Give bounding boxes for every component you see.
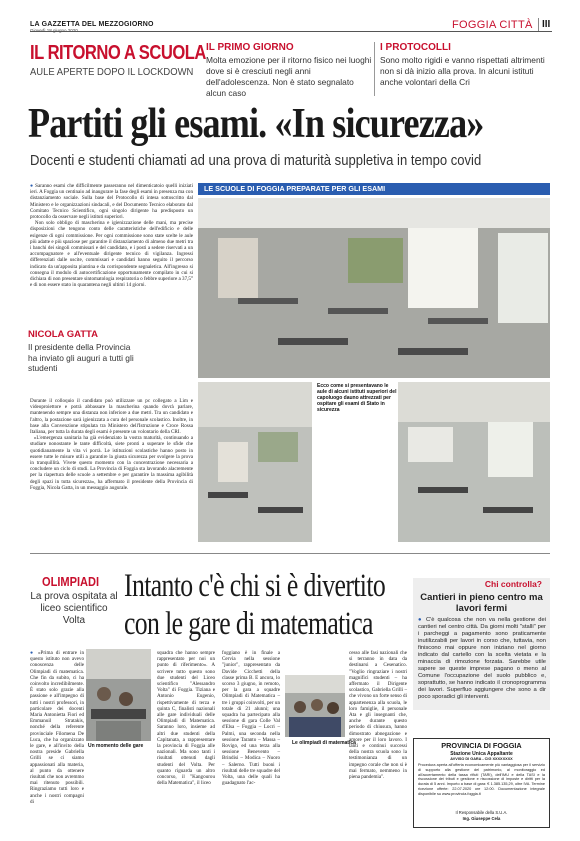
olimpiadi-column-1b xyxy=(30,745,84,835)
article-body-top xyxy=(30,183,193,288)
col2-text: Sono molto rigidi e vanno rispettati altrimenti non si dà inizio alla prova. In alcuni istituti anche volontari della Cri xyxy=(380,55,545,87)
quote-box xyxy=(28,325,138,390)
masthead-paper: LA GAZZETTA DEL MEZZOGIORNO xyxy=(30,21,154,28)
page-number: III xyxy=(542,19,551,30)
olimpiadi-column-2: squadra che hanno sempre rappresentato per noi un punto di riferimento». A scrivere tutto questo sono due studenti del Liceo scientifico "Alessandro Volta" di Foggia. Tiziana e Antonio Eugenio, rispettivamente di terza e quinta C, finalisti nazionali alle gare individuali delle Olimpiadi di Matematica. Saranno loro, insieme ad altri due studenti della Capitanata, a rappresentare la provincia di Foggia alle nazionali. Ma sono tanti i risultati ottenuti dagli studenti del Volta. Per quanto riguarda un altro concorso, il "Kangourou della Matematica", il liceo xyxy=(157,650,215,787)
olimpiadi-photo xyxy=(285,675,345,737)
body-paragraph-3: Durante il colloquio il candidato può utilizzare un pc collegato a Lim e videoproiettore e potrà abbassare la mascherina quando dovrà parlare, mantenendo sempre una distanza non inferiore a due metri. Tra un candidato e l'altro, la postazione sarà igienizzata a cura del personale scolastico. Inoltre, in base alla Convenzione stipulata tra Ministero dell'Istruzione e Croce Rossa Italiana, per tutta la durata degli esami è presente un volontario della CRI. xyxy=(30,398,193,436)
photo-banner: LE SCUOLE DI FOGGIA PREPARATE PER GLI ESAMI xyxy=(198,183,550,195)
main-subheadline: Docenti e studenti chiamati ad una prova di maturità suppletiva in tempo covid xyxy=(30,152,482,169)
olimpiadi-column-1 xyxy=(30,650,84,805)
top-col-divider xyxy=(374,42,375,96)
col1-title: IL PRIMO GIORNO xyxy=(206,42,294,53)
sidebar-text-body: C'è qualcosa che non va nella gestione dei cantieri nel centro città. Da giorni molti "stalli" per i parcheggi a pagamento sono praticamente inutilizzabili per lavori in corso che, tuttavia, non finiscono mai oppure non iniziano nel giorno indicato dal cartello con la scelta vietata e la minaccia di rimozione forzata. Sarebbe utile sapere se queste imprese pagano o meno al Comune l'occupazione del suolo pubblico e, soprattutto, se hanno indicato il cronoprogramma dei lavori. Superfluo aggiungere che sono a dir poco sporadici gli interventi. xyxy=(418,617,546,700)
classroom-photo-2-image xyxy=(198,382,312,542)
bullet-icon: ● xyxy=(418,617,423,623)
bullet-icon: ● xyxy=(30,650,35,656)
notice-subtitle2: AVVISO DI GARA - CIG XXXXXXXX xyxy=(450,757,513,761)
olimpiadi-photo-image xyxy=(285,675,345,737)
olimpiadi-kicker: OLIMPIADI xyxy=(42,574,100,589)
section-rule xyxy=(30,553,550,554)
gare-photo-image xyxy=(86,649,151,741)
quote-text: Il presidente della Provincia ha inviato gli auguri a tutti gli studenti xyxy=(28,342,134,373)
olimpiadi-kicker-sub: La prova ospitata al liceo scientifico Volta xyxy=(30,591,118,626)
section-name: FOGGIA CITTÀ xyxy=(452,19,533,31)
photo-caption: Ecco come si presentavano le aule di alcuni istituti superiori del capoluogo dauno attrezzati per ospitare gli esami di Stato in sicurezza xyxy=(315,382,399,414)
notice-title: PROVINCIA DI FOGGIA xyxy=(441,741,522,750)
olimpiadi-headline-2: con le gare di matematica xyxy=(124,606,373,642)
col2-title: I PROTOCOLLI xyxy=(380,42,451,53)
body-paragraph-2: Non solo obbligo di mascherina e igienizzazione delle mani, ma precise disposizioni che tengono conto delle caratteristiche dell'edificio e delle esigenze di ogni commissione. Per ogni commissione sono state scelte le aule più adatte e più spaziose per garantire il distanziamento di almeno due metri tra i banchi dei singoli commissari e del candidato, e i posti a sedere riservati a un accompagnatore e all'eventuale dirigente tecnico di vigilanza. Ingressi differenziati dalle uscite, commissari e candidati hanno seguito il percorso indicato da un'apposita piantina e da corrispondente segnaletica. All'ingresso si consegna il modulo di autocertificazione opportunamente compilato in cui si dichiara di non presentare sintomatologia respiratoria o febbre superiore a 37,5° e di non essere stato in quarantena negli ultimi 14 giorni. xyxy=(30,220,193,289)
notice-signature-name: Ing. Giuseppe Cela xyxy=(462,816,501,821)
classroom-photo-2 xyxy=(198,382,312,542)
notice-signature-role: Il Responsabile della S.U.A. xyxy=(455,810,508,815)
article-body-bottom xyxy=(30,398,193,548)
header-divider xyxy=(538,18,539,31)
body-paragraph-4: «L'emergenza sanitaria ha già evidenziato la vostra maturità, continuando a studiare nonostante le tante difficoltà, siete pronti a superare le sfide che quotidianamente la vita vi porrà. Le istituzioni scolastiche hanno posto in essere tutte le misure utili a garantire la giusta sicurezza per svolgere la prova in tranquillità. Vivete questo momento con la concentrazione necessaria a concludere un ciclo di studi. La Provincia di Foggia sta lavorando alacremente per la riapertura delle scuole a settembre e per garantire la massima agibilità degli spazi in tutta sicurezza», ha affermato il presidente della Provincia di Foggia, Nicola Gatta, in un messaggio augurale. xyxy=(30,435,193,491)
sidebar-text xyxy=(418,617,546,709)
notice-subtitle: Stazione Unica Appaltante xyxy=(450,751,513,757)
classroom-photo-1 xyxy=(198,198,550,378)
col1-text: Molta emozione per il ritorno fisico nei luoghi dove si è cresciuti negli anni dell'adolescenza. Non è stato segnalato alcun caso xyxy=(206,55,372,98)
header-rule xyxy=(30,31,552,32)
olimpiadi-text-1: «Prima di entrare in questo istituto non avevo conoscenza delle Olimpiadi di matematica. Che fin da subito, ci ha coinvolto incredibilmente. È stato solo grazie alla passione e all'impegno di tutti i nostri professori, in particolare dei docenti Maria Antonietta Fiori ed Emmanuil Stratakis, nonché della referente provinciale Filomena De Luca, che ha organizzato le gare, e all'invito della nostra preside Gabriella Grilli se ci siamo appassionati alla materia, al punto da ottenere risultati che non avremmo mai ritenuto possibili. Ringraziamo tutti loro e anche i nostri compagni di xyxy=(30,650,84,805)
classroom-photo-3-image xyxy=(398,382,550,542)
olimpiadi-column-3: foggiano è in finale a Cervia nella sessione "junior", rappresentato da Davide Cicchetti della classe prima B. E ancora, lo scorso 3 giugno, in remoto, per la gara a squadre Olimpiadi di Matematica – tre i gruppi coinvolti, per un totale di 21 alunni; una squadra ha partecipato alla sessione di gara Colle Val d'Elsa – Foggia – Locri – Palmi, una seconda nella sessione Taranto – Massa – Rovigo, ed una terza alla sessione Benevento – Brindisi – Modica – Nuoro – Salerno. Tutti buoni i risultati delle tre squadre del Volta, una delle quali ha guadagnato l'ac- xyxy=(222,650,280,787)
classroom-photo-3 xyxy=(398,382,550,542)
gare-photo xyxy=(86,649,151,741)
bullet-icon: ● xyxy=(30,183,34,189)
olimpiadi-column-4: cesso alle fasi nazionali che si terranno in data da destinarsi a Cesenatico. "Voglio ringraziare i nostri magnifici studenti – ha affermato il Dirigente scolastico, Gabriella Grilli – che vivono un forte senso di appartenenza alla scuola, le loro famiglie, il personale Ata e gli insegnanti che, anche durante questo periodo di chiusura, hanno dimostrato abnegazione e amore per il loro lavoro. I tanti e continui successi della nostra scuola sono la testimonianza di un impegno corale che non si è mai fermato, nemmeno in piena pandemia". xyxy=(349,650,407,781)
sidebar-title: Cantieri in pieno centro ma lavori fermi xyxy=(420,592,543,614)
main-headline: Partiti gli esami. «In sicurezza» xyxy=(28,101,484,147)
quote-name: NICOLA GATTA xyxy=(28,329,99,340)
kicker-title: IL RITORNO A SCUOLA xyxy=(30,42,206,64)
sidebar-kicker: Chi controlla? xyxy=(484,579,542,589)
notice-text: Procedura aperta all'offerta economicamente più vantaggiosa per il servizio di supporto alla gestione del patrimonio, al monitoraggio ed all'accertamento della tassa rifiuti (TARI), dell'IMU e della TASI e la riscossione dei tributi e gestione e riscossione di imposte e diritti per la durata di 5 anni. Importo a base di gara: € 1.385.135,29, oltre IVA. Termine ricezione offerte: 22.07.2020 ore 12:00. Documentazione integrale disponibile su www.provincia.foggia.it xyxy=(418,763,545,796)
olimpiadi-headline-1: Intanto c'è chi si è divertito xyxy=(124,568,386,604)
olimpiadi-photo-caption: Le olimpiadi di matematica xyxy=(292,740,356,746)
kicker-subtitle: AULE APERTE DOPO IL LOCKDOWN xyxy=(30,66,194,78)
body-paragraph-1: Saranno esami che difficilmente passeranno nel dimenticatoio quelli iniziati ieri. A Foggia un centinaio ad inaugurare la fase degli esami in presenza ma con distanziamento sociale. Sulla base del Protocollo di intesa sottoscritto dal Ministero e le organizzazioni sindacali, e del Documento Tecnico elaborato dal Comitato Tecnico Scientifico, ogni singolo dirigente ha predisposto un protocollo da osservare negli istituti superiori. xyxy=(30,183,193,221)
gare-photo-caption: Un momento delle gare xyxy=(88,743,144,749)
classroom-photo-1-image xyxy=(198,198,550,378)
